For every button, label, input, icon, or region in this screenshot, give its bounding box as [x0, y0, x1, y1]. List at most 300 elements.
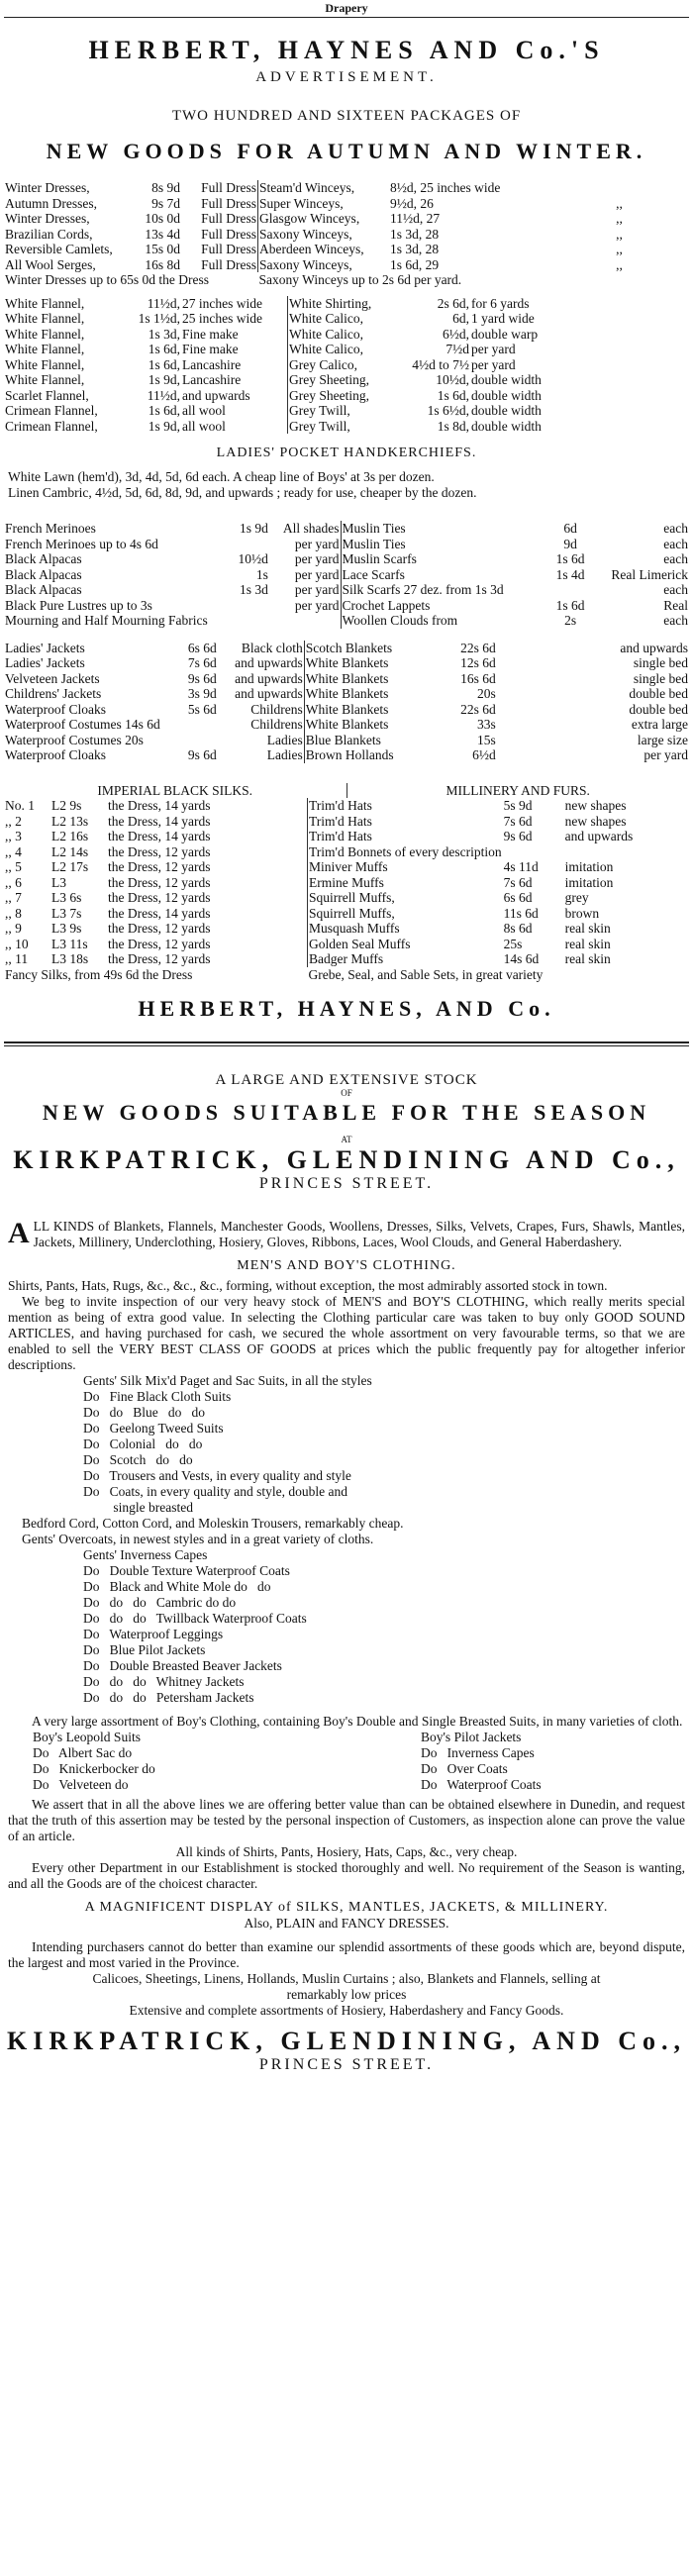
table-row — [4, 196, 689, 212]
table-cell: 5s 6d — [187, 701, 217, 717]
table-row — [4, 227, 689, 243]
table-cell: L2 13s — [51, 813, 89, 829]
kg-mens-p1: Shirts, Pants, Hats, Rugs, &c., &c., &c., forming, without exception, the most admirably assorted stock in town. — [8, 1278, 608, 1293]
table-cell: 1s — [255, 566, 268, 582]
kg-boys-left — [32, 1730, 420, 1793]
table-cell: double bed — [629, 701, 688, 717]
table-cell: Lancashire — [182, 372, 242, 387]
kg-overcoats: Gents' Overcoats, in newest styles and in a great variety of cloths. — [22, 1532, 374, 1546]
table-cell: Musquash Muffs — [308, 921, 503, 937]
table-cell: double width — [471, 372, 542, 387]
kg-capes-list — [83, 1547, 689, 1706]
hh-goods-title: NEW GOODS FOR AUTUMN AND WINTER. — [46, 139, 647, 163]
list-item: Do Scotch do do — [83, 1452, 193, 1467]
table-cell: 1s 6d, — [148, 342, 180, 356]
table-cell: Saxony Winceys, — [258, 227, 390, 243]
table-cell: Super Winceys, — [258, 196, 390, 212]
table-cell: 22s 6d — [460, 640, 496, 655]
table-cell: White Flannel, — [5, 326, 85, 342]
table-cell — [161, 733, 218, 748]
table-cell: Saxony Winceys up to 2s 6d per yard. — [258, 272, 462, 287]
table-cell: the Dress, 12 yards — [108, 951, 211, 966]
table-cell: Silk Scarfs 27 dez. from 1s 3d — [341, 582, 531, 598]
kg-footer-street: PRINCES STREET. — [258, 2056, 435, 2073]
kg-also: Also, PLAIN and FANCY DRESSES. — [244, 1916, 449, 1931]
list-item: Do Trousers and Vests, in every quality and style — [83, 1468, 351, 1483]
table-row — [4, 747, 689, 763]
table-cell: Childrens' Jackets — [5, 686, 102, 701]
table-cell: Grebe, Seal, and Sable Sets, in great variety — [308, 966, 544, 982]
table-cell: Fancy Silks, from 49s 6d the Dress — [5, 966, 193, 982]
table-cell: extra large — [631, 717, 688, 732]
table-cell: new shapes — [564, 813, 627, 829]
hh-merinos-table — [4, 521, 689, 629]
table-row — [4, 671, 689, 687]
table-cell: Winter Dresses, — [5, 211, 90, 226]
table-cell: Ermine Muffs — [308, 875, 503, 891]
table-cell: L3 18s — [51, 951, 89, 966]
list-item: Do do do Twillback Waterproof Coats — [83, 1611, 307, 1626]
table-cell: Squirrell Muffs, — [308, 906, 503, 922]
table-cell: 1s 6d, — [148, 356, 180, 372]
kg-calicoes: Calicoes, Sheetings, Linens, Hollands, Muslin Curtains ; also, Blankets and Flannels, selling at remarkably low prices — [92, 1971, 601, 2002]
table-cell: Grey Sheeting, — [288, 372, 400, 388]
table-cell: 7s 6d — [503, 813, 533, 829]
table-cell: 33s — [477, 717, 496, 732]
hh-advert: ADVERTISEMENT. — [255, 69, 438, 85]
table-row — [4, 211, 689, 227]
table-cell: Full Dress — [201, 226, 256, 242]
table-cell: 1s 9d, — [148, 372, 180, 387]
table-cell — [209, 537, 269, 552]
table-cell: Black Alpacas — [5, 551, 82, 566]
table-cell: 11½d, 27 — [390, 211, 441, 226]
table-cell: Full Dress — [201, 180, 256, 195]
table-cell: L2 14s — [51, 843, 89, 859]
table-cell: Childrens — [250, 717, 303, 732]
table-cell — [269, 613, 341, 629]
kg-mens-p2: We beg to invite inspection of our very heavy stock of MEN'S and BOY'S CLOTHING, which really merits special mention as being of extra good value. In selecting the Clothing particular care was taken to buy only GOOD SOUND ARTICLES, and having purchased for cash, we secured the whole assortment on very favourable terms, so that we are enabled to sell the VERY BEST CLASS OF GOODS at prices which the public frequently pay for altogether inferior descriptions. — [8, 1294, 685, 1372]
table-cell: Full Dress — [201, 211, 256, 226]
table-cell: Brazilian Cords, — [5, 226, 93, 242]
table-cell: 5s 9d — [503, 798, 533, 813]
kg-extensive: Extensive and complete assortments of Hosiery, Haberdashery and Fancy Goods. — [129, 2003, 564, 2018]
table-cell: Real Limerick — [611, 566, 688, 582]
table-cell: 1s 3d, 28 — [390, 242, 440, 256]
table-cell: L3 6s — [51, 890, 82, 905]
list-item: Do Blue Pilot Jackets — [83, 1642, 206, 1657]
table-cell: L3 7s — [51, 905, 82, 921]
table-cell: 7s 6d — [187, 655, 217, 670]
kg-display: A MAGNIFICENT DISPLAY of SILKS, MANTLES, JACKETS, & MILLINERY. — [84, 1900, 609, 1915]
table-row — [4, 582, 689, 598]
table-cell: ,, — [616, 195, 623, 211]
table-cell: ,, 2 — [5, 813, 22, 829]
table-cell: each — [663, 613, 688, 628]
table-cell: single bed — [633, 655, 688, 670]
table-cell: the Dress, 12 yards — [108, 859, 211, 874]
table-cell: Glasgow Winceys, — [258, 211, 390, 227]
table-cell: double width — [471, 403, 542, 418]
table-cell: single bed — [633, 670, 688, 686]
table-row — [4, 551, 689, 567]
table-cell: Muslin Scarfs — [341, 551, 531, 567]
hh-title: HERBERT, HAYNES AND Co.'S — [88, 36, 605, 64]
table-cell: per yard — [471, 342, 516, 356]
table-row — [4, 814, 689, 830]
list-item: Gents' Silk Mix'd Paget and Sac Suits, in all the styles — [83, 1373, 372, 1388]
hh-signature: HERBERT, HAYNES, AND Co. — [138, 996, 555, 1021]
table-cell: imitation — [564, 874, 614, 890]
page-header: Drapery — [325, 1, 368, 15]
table-cell: Scarlet Flannel, — [5, 387, 89, 403]
kg-of: OF — [341, 1088, 352, 1098]
table-row — [4, 655, 689, 671]
table-cell: Reversible Camlets, — [5, 242, 113, 256]
table-cell: Ladies' Jackets — [5, 640, 85, 655]
table-row — [4, 613, 689, 629]
hh-silks-heads — [4, 783, 689, 799]
table-cell: Black Pure Lustres up to 3s — [5, 597, 152, 613]
table-cell: the Dress, 14 yards — [108, 798, 211, 813]
table-cell: 1s 8d, — [437, 418, 469, 434]
table-cell: White Blankets — [304, 702, 426, 718]
table-cell: and upwards — [235, 670, 303, 686]
table-row — [4, 967, 689, 983]
list-item: Do do do Whitney Jackets — [83, 1674, 245, 1689]
table-cell: 9s 6d — [503, 829, 533, 843]
table-cell: large size — [637, 732, 688, 747]
table-cell: 6½d — [472, 747, 496, 762]
kg-footer-title: KIRKPATRICK, GLENDINING, AND Co., — [6, 2027, 687, 2055]
table-cell: All Wool Serges, — [5, 256, 96, 272]
table-row — [4, 890, 689, 906]
kg-title: KIRKPATRICK, GLENDINING AND Co., — [13, 1145, 680, 1174]
table-cell: 1s 3d, — [148, 326, 180, 342]
table-row — [4, 242, 689, 257]
table-cell: grey — [564, 890, 589, 905]
table-cell: real skin — [564, 921, 611, 936]
list-item: Do Fine Black Cloth Suits — [83, 1389, 232, 1404]
table-cell: double warp — [471, 326, 539, 342]
table-cell: L3 9s — [51, 921, 82, 936]
table-cell: Trim'd Hats — [308, 814, 503, 830]
table-row — [4, 686, 689, 702]
table-cell: double width — [471, 418, 542, 434]
table-row — [4, 296, 689, 312]
table-cell: the Dress, 12 yards — [108, 890, 211, 905]
hh-packages: TWO HUNDRED AND SIXTEEN PACKAGES OF — [171, 108, 522, 124]
table-cell: White Blankets — [304, 671, 426, 687]
table-row — [4, 937, 689, 952]
hh-jackets-table — [4, 641, 689, 763]
table-cell: per yard — [294, 551, 340, 566]
section-rule — [4, 1041, 689, 1043]
table-cell: 27 inches wide — [182, 295, 262, 311]
table-cell: 8s 9d — [151, 180, 180, 195]
table-cell — [503, 844, 564, 860]
table-cell: Muslin Ties — [341, 521, 531, 537]
list-item: Do Waterproof Coats — [421, 1777, 542, 1792]
list-item: Do Waterproof Leggings — [83, 1627, 224, 1641]
table-cell: 2s 6d, — [437, 295, 469, 311]
table-cell: ,, 4 — [5, 843, 22, 859]
table-cell: Blue Blankets — [304, 733, 426, 748]
list-item: Boy's Leopold Suits — [33, 1730, 141, 1744]
table-cell: all wool — [182, 418, 226, 434]
table-cell: Autumn Dresses, — [5, 195, 97, 211]
table-cell: White Flannel, — [5, 356, 85, 372]
table-cell: White Flannel, — [5, 295, 85, 311]
kg-goods-title: NEW GOODS SUITABLE FOR THE SEASON — [42, 1100, 651, 1125]
table-row — [4, 388, 689, 404]
kg-bedford: Bedford Cord, Cotton Cord, and Moleskin Trousers, remarkably cheap. — [22, 1516, 404, 1531]
kg-intro-dropcap: A — [8, 1217, 30, 1249]
table-cell: and upwards — [235, 686, 303, 701]
table-cell: ,, 7 — [5, 890, 22, 905]
table-cell: Waterproof Costumes 14s 6d — [5, 717, 160, 732]
table-cell: Crochet Lappets — [341, 598, 531, 614]
table-cell: L3 11s — [51, 936, 88, 951]
table-cell: White Calico, — [288, 311, 400, 327]
table-cell: real skin — [564, 936, 611, 951]
table-cell: brown — [564, 905, 600, 921]
table-cell: and upwards — [620, 640, 688, 655]
kg-stock: A LARGE AND EXTENSIVE STOCK — [215, 1072, 478, 1088]
table-cell: 9s 6d — [187, 747, 217, 762]
table-cell: White Flannel, — [5, 372, 85, 387]
hh-flannels-table — [4, 296, 689, 435]
table-cell: Ladies — [266, 732, 303, 747]
kg-boys-right — [420, 1730, 543, 1793]
table-cell: 1s 6½d, — [427, 403, 469, 418]
table-cell: No. 1 — [5, 798, 35, 813]
table-cell: 10½d — [238, 551, 268, 566]
table-cell: White Blankets — [304, 717, 426, 733]
table-cell: ,, 6 — [5, 874, 22, 890]
table-cell: and upwards — [235, 655, 303, 670]
table-row — [4, 403, 689, 419]
table-cell: 11s 6d — [503, 905, 539, 921]
kg-every: Every other Department in our Establishment is stocked thoroughly and well. No requirement of the Season is wanting, and all the Goods are of the choicest character. — [8, 1860, 685, 1891]
list-item: Do Coats, in every quality and style, double and — [83, 1484, 347, 1499]
table-cell: 7s 6d — [503, 874, 533, 890]
table-cell: 11½d, — [147, 295, 180, 311]
list-item: Gents' Inverness Capes — [83, 1547, 208, 1562]
table-row — [4, 733, 689, 748]
table-cell: each — [663, 582, 688, 597]
table-cell: 10½d, — [436, 372, 469, 387]
kg-intro-text: LL KINDS of Blankets, Flannels, Manchester Goods, Woollens, Dresses, Silks, Velvets, Crapes, Furs, Shawls, Mantles, Jackets, Millinery, Underclothing, Hosiery, Gloves, Ribbons, Laces, Wool Clouds, and General Haberdashery. — [33, 1219, 685, 1249]
table-row — [4, 311, 689, 327]
table-cell: ,, — [616, 211, 623, 226]
list-item: Do Geelong Tweed Suits — [83, 1421, 224, 1436]
table-cell: Black Alpacas — [5, 566, 82, 582]
table-row — [4, 702, 689, 718]
table-cell: 22s 6d — [460, 701, 496, 717]
table-cell: L2 9s — [51, 798, 82, 813]
table-cell: White Blankets — [304, 686, 426, 702]
table-row — [4, 798, 689, 814]
table-cell: Mourning and Half Mourning Fabrics — [5, 613, 208, 628]
table-cell: Brown Hollands — [304, 747, 426, 763]
hh-handkerchiefs-line-2: Linen Cambric, 4½d, 5d, 6d, 8d, 9d, and upwards ; ready for use, cheaper by the dozen. — [8, 485, 477, 500]
table-cell: Badger Muffs — [308, 951, 503, 967]
table-cell: L3 — [51, 874, 66, 890]
table-row — [4, 875, 689, 891]
table-cell: 1s 3d, 28 — [390, 226, 440, 242]
table-cell: the Dress, 14 yards — [108, 829, 211, 843]
table-cell: ,, 3 — [5, 829, 22, 843]
kg-at: AT — [341, 1135, 352, 1144]
table-cell: 4½d to 7½ — [412, 356, 469, 372]
table-cell: Trim'd Hats — [308, 798, 503, 814]
hh-handkerchiefs-line-1: White Lawn (hem'd), 3d, 4d, 5d, 6d each. A cheap line of Boys' at 3s per dozen. — [8, 469, 435, 484]
list-item: Do Double Texture Waterproof Coats — [83, 1563, 290, 1578]
table-cell: 1s 6d, — [148, 403, 180, 418]
table-cell: Trim'd Bonnets of every description — [309, 843, 502, 859]
table-cell: new shapes — [564, 798, 627, 813]
list-item: Do Over Coats — [421, 1761, 508, 1776]
table-cell: 2s — [564, 613, 577, 628]
table-cell: 9d — [563, 536, 577, 551]
table-cell: French Merinoes up to 4s 6d — [5, 536, 158, 551]
table-cell: Crimean Flannel, — [5, 403, 98, 418]
table-row — [4, 906, 689, 922]
table-cell: ,, 10 — [5, 936, 29, 951]
table-row — [4, 342, 689, 357]
table-cell: ,, 9 — [5, 921, 22, 936]
hh-silks-head: IMPERIAL BLACK SILKS. — [97, 782, 253, 798]
table-cell: Grey Twill, — [288, 419, 400, 435]
table-cell: the Dress, 12 yards — [108, 874, 211, 890]
kg-intending: Intending purchasers cannot do better than examine our splendid assortments of these goods which are, beyond dispute, the largest and most varied in the Province. — [8, 1939, 685, 1970]
table-row — [4, 372, 689, 388]
hh-silks-table — [4, 798, 689, 982]
table-cell: L2 17s — [51, 859, 89, 874]
table-cell: 7½d — [446, 342, 469, 356]
table-cell: ,, 5 — [5, 859, 22, 874]
table-cell: Waterproof Cloaks — [5, 747, 107, 762]
table-cell: 16s 6d — [460, 670, 496, 686]
table-cell: All shades — [282, 521, 340, 536]
table-cell: 25s — [503, 936, 523, 951]
table-cell: Childrens — [250, 701, 303, 717]
table-cell: 16s 8d — [145, 256, 180, 272]
table-cell: Full Dress — [201, 195, 256, 211]
table-row — [4, 537, 689, 552]
table-row — [4, 844, 689, 860]
table-cell: Steam'd Winceys, — [258, 180, 390, 196]
table-cell: Full Dress — [201, 256, 256, 272]
table-cell: per yard — [294, 582, 340, 597]
kg-street: PRINCES STREET. — [258, 1175, 435, 1192]
table-cell: Full Dress — [201, 242, 256, 256]
table-cell: 14s 6d — [503, 951, 540, 966]
list-item: single breasted — [83, 1500, 193, 1515]
table-cell: 15s 0d — [145, 242, 180, 256]
table-cell: L2 16s — [51, 829, 89, 843]
table-cell: White Flannel, — [5, 342, 85, 356]
table-cell — [531, 582, 611, 598]
table-cell: 9s 6d — [187, 670, 217, 686]
table-cell: Miniver Muffs — [308, 859, 503, 875]
table-cell: 15s — [477, 732, 496, 747]
table-cell: Fine make — [182, 342, 239, 356]
table-row — [4, 859, 689, 875]
table-cell: 12s 6d — [460, 655, 496, 670]
table-row — [4, 180, 689, 196]
table-cell: Grey Sheeting, — [288, 388, 400, 404]
table-cell: 8½d, 25 inches wide — [390, 180, 501, 195]
hh-dresses-table — [4, 180, 689, 288]
table-cell: the Dress, 12 yards — [108, 936, 211, 951]
table-cell: Velveteen Jackets — [5, 670, 100, 686]
list-item: Do do do Petersham Jackets — [83, 1690, 254, 1705]
table-cell: ,, — [616, 242, 623, 256]
table-cell: 13s 4d — [145, 226, 180, 242]
table-cell: per yard — [294, 566, 340, 582]
list-item: Do Inverness Capes — [421, 1745, 535, 1760]
table-cell: 9s 7d — [151, 195, 180, 211]
table-cell: imitation — [564, 859, 614, 874]
table-cell: the Dress, 14 yards — [108, 813, 211, 829]
table-cell: Scotch Blankets — [304, 641, 426, 656]
kg-suits-list — [83, 1373, 689, 1516]
table-cell — [161, 717, 218, 733]
table-cell: Golden Seal Muffs — [308, 937, 503, 952]
list-item: Do do Blue do do — [83, 1405, 205, 1420]
table-row — [4, 521, 689, 537]
table-cell: each — [663, 551, 688, 566]
list-item: Do Velveteen do — [33, 1777, 129, 1792]
table-row — [4, 921, 689, 937]
table-cell: French Merinoes — [5, 521, 96, 536]
table-cell: per yard — [644, 747, 688, 762]
table-cell: double bed — [629, 686, 688, 701]
list-item: Do Double Breasted Beaver Jackets — [83, 1658, 282, 1673]
table-cell: Crimean Flannel, — [5, 418, 98, 434]
table-cell: and upwards — [182, 387, 250, 403]
table-cell: Ladies' Jackets — [5, 655, 85, 670]
table-cell: for 6 yards — [471, 295, 530, 311]
table-row — [4, 419, 689, 435]
table-cell: Grey Calico, — [288, 357, 400, 373]
table-cell: 8s 6d — [503, 921, 533, 936]
table-cell: per yard — [294, 536, 340, 551]
table-cell: 6s 6d — [187, 640, 217, 655]
table-cell: per yard — [294, 597, 340, 613]
table-cell: the Dress, 14 yards — [108, 905, 211, 921]
table-cell: ,, — [616, 256, 623, 272]
table-cell: Black Alpacas — [5, 582, 82, 597]
table-row — [4, 641, 689, 656]
table-cell: Squirrell Muffs, — [308, 890, 503, 906]
table-cell — [564, 844, 689, 860]
table-cell: Muslin Ties — [341, 537, 531, 552]
table-cell: 4s 11d — [503, 859, 539, 874]
table-cell: 1s 4d — [555, 566, 585, 582]
table-cell: Saxony Winceys, — [258, 257, 390, 273]
list-item: Do Albert Sac do — [33, 1745, 133, 1760]
table-cell: and upwards — [564, 829, 634, 843]
table-cell: ,, 8 — [5, 905, 22, 921]
table-row — [4, 717, 689, 733]
table-cell: the Dress, 12 yards — [108, 921, 211, 936]
table-cell: 25 inches wide — [182, 311, 262, 326]
table-cell: Waterproof Costumes 20s — [5, 732, 144, 747]
table-cell: per yard — [471, 356, 516, 372]
